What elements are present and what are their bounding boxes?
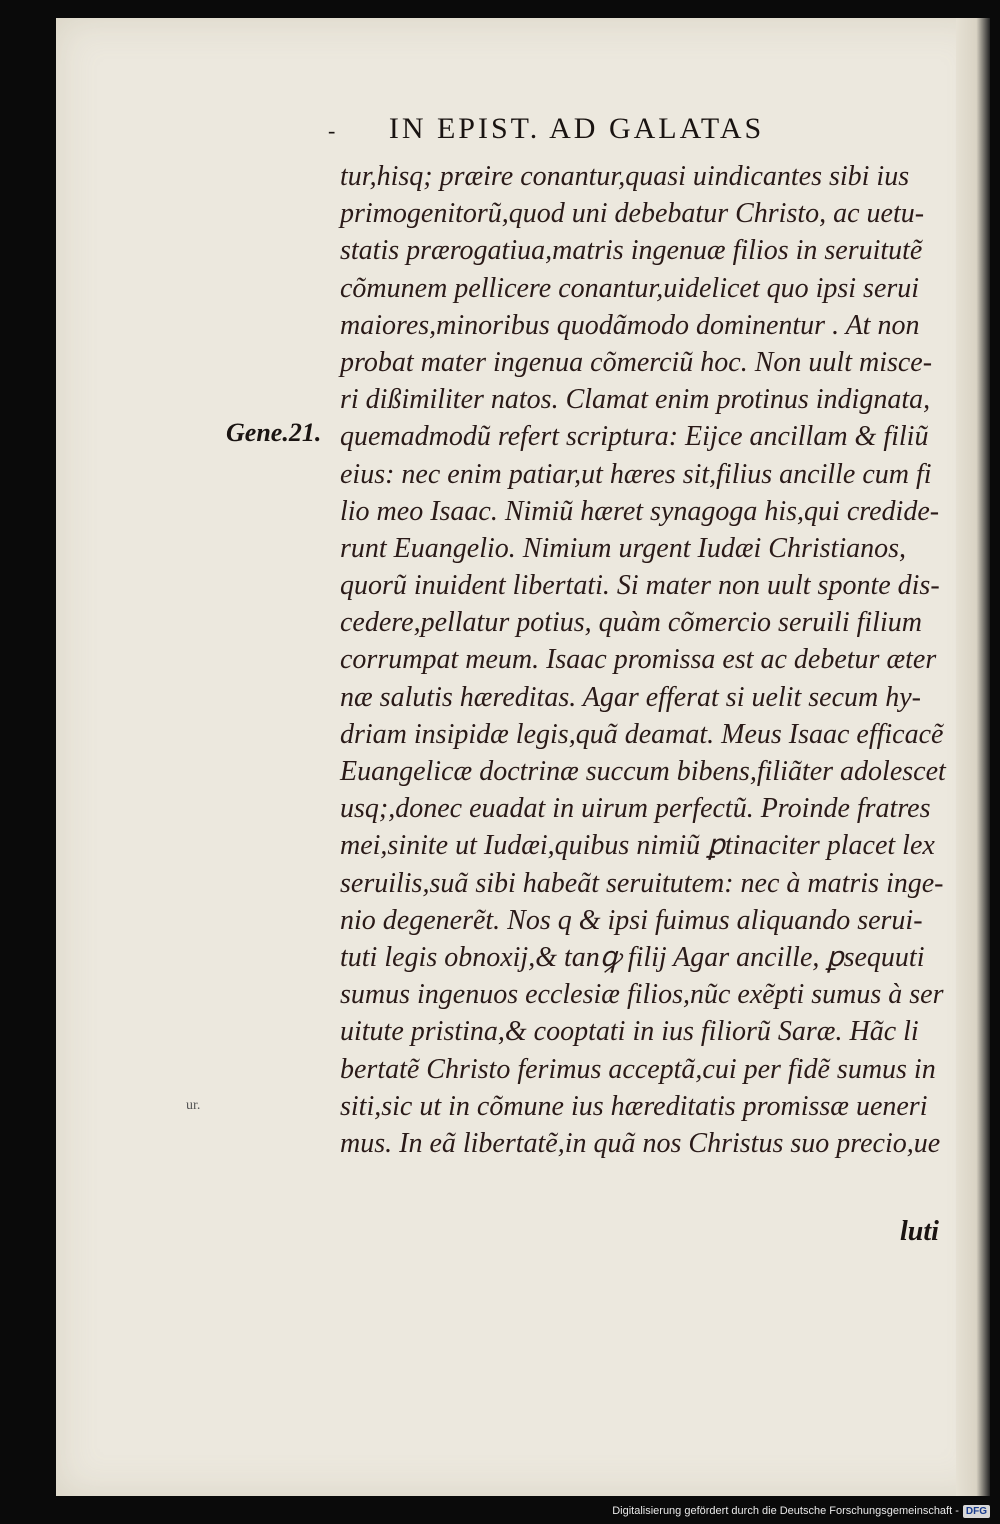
- text-line: bertatẽ Christo ferimus acceptã,cui per fidẽ sumus in: [340, 1053, 936, 1085]
- stray-mark: ur.: [186, 1098, 201, 1113]
- text-line: ri dißimiliter natos. Clamat enim protinus indignata,: [340, 384, 931, 416]
- text-line: seruilis,suã sibi habeãt seruitutem: nec à matris inge-: [340, 867, 944, 899]
- text-line: uitute pristina,& cooptati in ius filiorũ Saræ. Hãc li: [340, 1016, 919, 1048]
- page-edge: [956, 18, 990, 1496]
- footer-text: Digitalisierung gefördert durch die Deutsche Forschungsgemeinschaft -: [612, 1505, 959, 1517]
- text-line: cedere,pellatur potius, quàm cõmercio seruili filium: [340, 607, 922, 639]
- text-line: Euangelicæ doctrinæ succum bibens,filiãter adolescet: [340, 756, 946, 787]
- dfg-logo-icon: DFG: [963, 1505, 990, 1518]
- text-line: statis prærogatiua,matris ingenuæ filios in seruitutẽ: [340, 235, 923, 267]
- text-line: runt Euangelio. Nimium urgent Iudæi Christianos,: [340, 532, 906, 564]
- text-line: quorũ inuident libertati. Si mater non uult sponte dis-: [340, 570, 940, 602]
- running-head: [328, 112, 888, 146]
- text-line: lio meo Isaac. Nimiũ hæret synagoga his,qui credide-: [340, 495, 940, 527]
- text-line: mus. In eã libertatẽ,in quã nos Christus suo precio,ue: [340, 1127, 941, 1159]
- running-head-title: IN EPIST. AD GALATAS: [388, 112, 765, 145]
- text-line: primogenitorũ,quod uni debebatur Christo, ac uetu-: [340, 198, 925, 230]
- text-line: næ salutis hæreditas. Agar efferat si uelit secum hy-: [340, 681, 921, 713]
- text-line: tur,hisq; præire conantur,quasi uindicantes sibi ius: [340, 161, 910, 192]
- text-line: driam insipidæ legis,quã deamat. Meus Isaac efficacẽ: [340, 718, 944, 750]
- marginal-note: Gene.21.: [226, 418, 322, 447]
- text-line: usq;,donec euadat in uirum perfectũ. Proinde fratres: [340, 793, 931, 825]
- text-line: corrumpat meum. Isaac promissa est ac debetur æter: [340, 644, 937, 676]
- text-line: cõmunem pellicere conantur,uidelicet quo ipsi serui: [340, 272, 920, 304]
- body-text: [340, 158, 960, 1162]
- text-line: tuti legis obnoxij,& tanꝙ filij Agar ancille, ꝑsequuti: [340, 941, 925, 973]
- text-line: probat mater ingenua cõmerciũ hoc. Non uult misce-: [340, 346, 933, 378]
- text-line: sumus ingenuos ecclesiæ filios,nũc exẽpti sumus à ser: [340, 979, 944, 1011]
- text-line: eius: nec enim patiar,ut hæres sit,filius ancille cum fi: [340, 458, 932, 490]
- running-head-dash: -: [328, 118, 339, 144]
- text-line: maiores,minoribus quodãmodo dominentur . At non: [340, 309, 920, 341]
- catchword: luti: [900, 1216, 939, 1247]
- digitization-footer: [612, 1500, 990, 1522]
- text-line: mei,sinite ut Iudæi,quibus nimiũ ꝑtinaciter placet lex: [340, 830, 935, 862]
- text-line: quemadmodũ refert scriptura: Eijce ancillam & filiũ: [340, 421, 929, 453]
- text-line: nio degenerẽt. Nos q & ipsi fuimus aliquando serui-: [340, 904, 923, 936]
- text-line: siti,sic ut in cõmune ius hæreditatis promissæ ueneri: [340, 1090, 928, 1122]
